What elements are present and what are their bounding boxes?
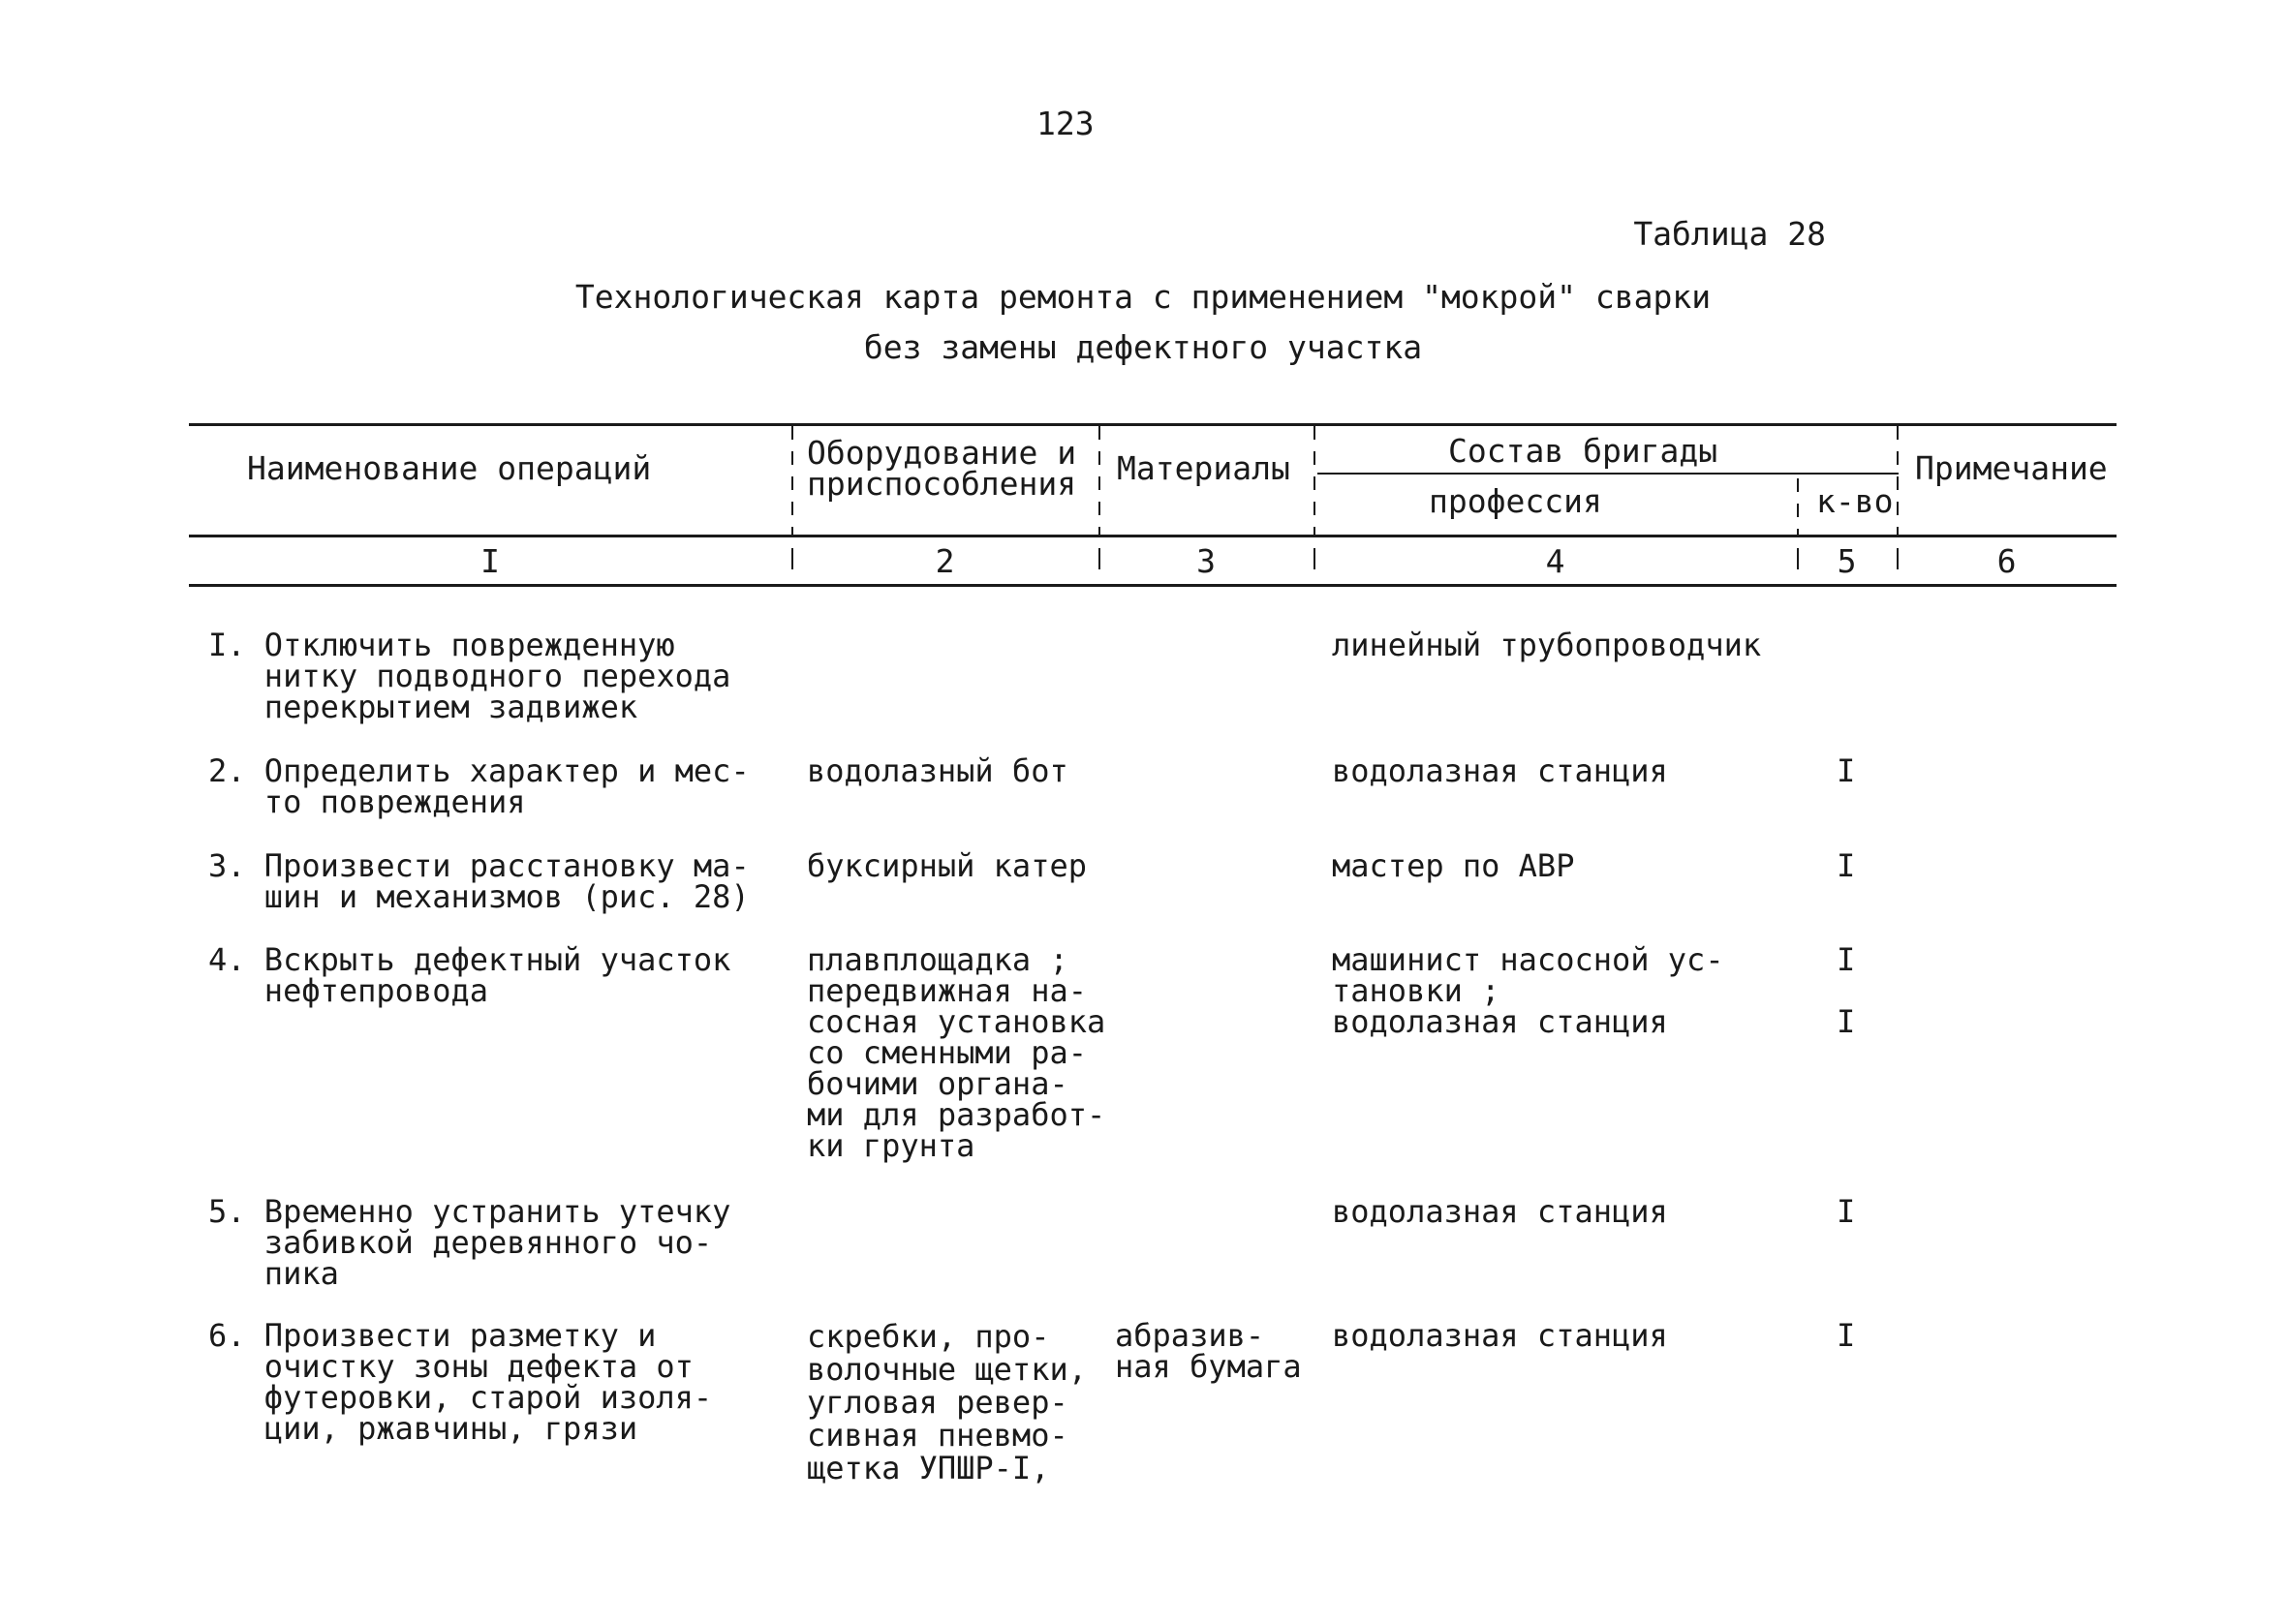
- profession-cell: линейный трубопроводчик: [1332, 627, 1762, 663]
- profession-cell: водолазная станция: [1332, 752, 1668, 789]
- table-top-rule: [189, 423, 2117, 426]
- column-number: 2: [935, 542, 955, 580]
- operation-cell: 4. Вскрыть дефектный участок нефтепровода: [208, 941, 731, 1009]
- column-number: 4: [1545, 542, 1565, 580]
- header-crew: Состав бригады: [1448, 432, 1718, 470]
- column-separator: [1897, 426, 1899, 535]
- quantity-cell: I: [1837, 1317, 1856, 1354]
- crew-subheader-rule: [1317, 473, 1899, 475]
- page-number: 123: [1036, 105, 1095, 142]
- operation-cell: 6. Произвести разметку и очистку зоны дефекта от футеровки, старой изоля- ции, ржавчины, грязи: [208, 1317, 713, 1447]
- table-subtitle: без замены дефектного участка: [863, 328, 1423, 366]
- table-label: Таблица 28: [1633, 215, 1826, 253]
- header-operations: Наименование операций: [247, 449, 652, 487]
- header-bottom-rule: [189, 535, 2117, 537]
- operation-cell: 5. Временно устранить утечку забивкой деревянного чо- пика: [208, 1193, 731, 1292]
- column-separator: [1797, 478, 1799, 535]
- header-profession: профессия: [1429, 482, 1602, 520]
- column-number: 3: [1196, 542, 1216, 580]
- quantity-cell: I: [1837, 1193, 1856, 1230]
- column-separator: [1313, 426, 1315, 535]
- column-number: 6: [1996, 542, 2017, 580]
- quantity-cell: I: [1837, 941, 1856, 978]
- profession-cell: водолазная станция: [1332, 1317, 1668, 1354]
- equipment-cell: скребки, про- волочные щетки, угловая ревер- сивная пневмо- щетка УПШР-I,: [807, 1318, 1087, 1486]
- profession-cell: мастер по АВР: [1332, 847, 1575, 884]
- header-materials: Материалы: [1117, 449, 1290, 487]
- profession-cell: машинист насосной ус- тановки ; водолазная станция: [1332, 941, 1724, 1040]
- operation-cell: 2. Определить характер и мес- то повреждения: [208, 752, 750, 820]
- operation-cell: 3. Произвести расстановку ма- шин и механизмов (рис. 28): [208, 847, 750, 915]
- column-numbers-bottom-rule: [189, 584, 2117, 587]
- header-quantity: к-во: [1816, 482, 1894, 520]
- equipment-cell: водолазный бот: [807, 752, 1068, 789]
- header-note: Примечание: [1915, 449, 2108, 487]
- quantity-cell: I: [1837, 1003, 1856, 1040]
- quantity-cell: I: [1837, 847, 1856, 884]
- equipment-cell: плавплощадка ; передвижная на- сосная установка со сменными ра- бочими органа- ми для разработ- ки грунта: [807, 941, 1106, 1164]
- table-title: Технологическая карта ремонта с применением "мокрой" сварки: [574, 278, 1712, 316]
- header-equipment: Оборудование и приспособления: [807, 434, 1077, 503]
- column-separator: [791, 426, 793, 535]
- materials-cell: абразив- ная бумага: [1115, 1317, 1302, 1385]
- column-number: 5: [1837, 542, 1857, 580]
- quantity-cell: I: [1837, 752, 1856, 789]
- profession-cell: водолазная станция: [1332, 1193, 1668, 1230]
- equipment-cell: буксирный катер: [807, 847, 1087, 884]
- column-number: I: [480, 542, 500, 580]
- column-separator: [1098, 426, 1100, 535]
- operation-cell: I. Отключить поврежденную нитку подводного перехода перекрытием задвижек: [208, 627, 731, 725]
